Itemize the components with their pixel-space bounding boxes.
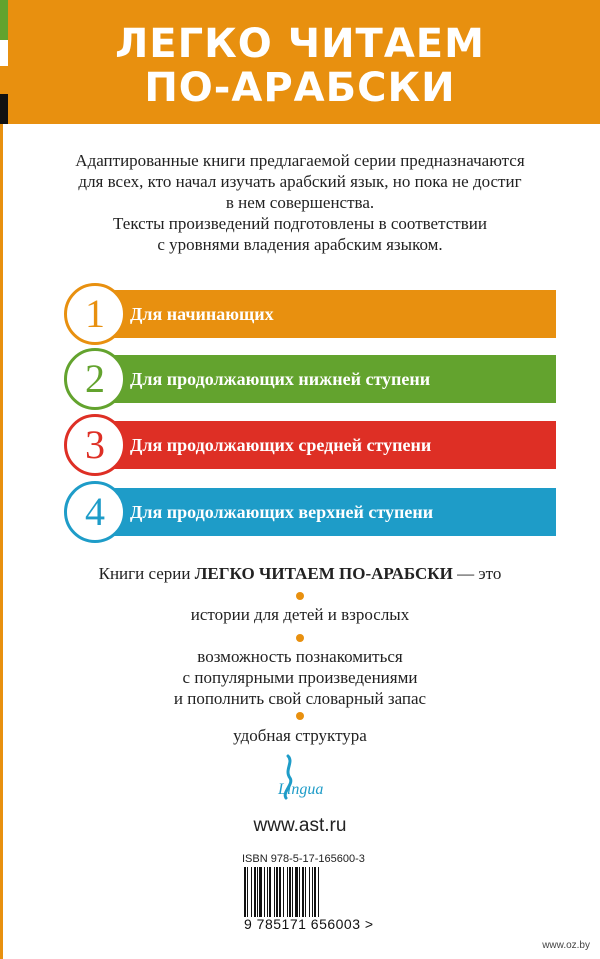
intro-line: в нем совершенства.: [225, 193, 375, 212]
feature-item: [0, 604, 600, 625]
feature-line: возможность познакомиться: [197, 647, 403, 666]
intro-line: для всех, кто начал изучать арабский язык, но пока не достиг: [78, 172, 522, 191]
series-lead: [0, 564, 600, 584]
level-label: Для продолжающих средней ступени: [130, 435, 432, 455]
series-name: ЛЕГКО ЧИТАЕМ ПО-АРАБСКИ: [194, 564, 453, 583]
level-label: Для продолжающих нижней ступени: [130, 369, 431, 389]
lingua-logo: [268, 752, 338, 800]
feature-item: [0, 725, 600, 746]
feature-line: с популярными произведениями: [182, 668, 418, 687]
intro-line: Тексты произведений подготовлены в соответствии: [113, 214, 487, 233]
title-banner: [0, 0, 600, 124]
level-3: [72, 421, 556, 469]
bullet-dot: [296, 634, 304, 642]
intro-text: [40, 150, 560, 255]
feature-item: [0, 646, 600, 709]
level-4: [72, 488, 556, 536]
level-1: [72, 290, 556, 338]
feature-line: и пополнить свой словарный запас: [173, 689, 427, 708]
bullet-dot: [296, 712, 304, 720]
level-number-badge: 2: [64, 348, 126, 410]
level-2: [72, 355, 556, 403]
website[interactable]: www.ast.ru: [253, 815, 347, 836]
feature-line: истории для детей и взрослых: [190, 605, 410, 624]
series-lead-prefix: Книги серии: [98, 564, 195, 583]
watermark: www.oz.by: [542, 940, 590, 951]
barcode-digits: 9 785171 656003 >: [244, 916, 374, 932]
title-line-1: ЛЕГКО ЧИТАЕМ: [115, 21, 485, 67]
level-label: Для продолжающих верхней ступени: [130, 502, 434, 522]
level-number-badge: 4: [64, 481, 126, 543]
logo-text: Lingua: [278, 781, 324, 798]
level-number-badge: 3: [64, 414, 126, 476]
barcode: [244, 867, 348, 917]
title-line-2: ПО-АРАБСКИ: [144, 65, 456, 111]
intro-line: с уровнями владения арабским языком.: [157, 235, 443, 254]
isbn: ISBN 978-5-17-165600-3: [242, 853, 365, 865]
level-label: Для начинающих: [130, 304, 274, 324]
intro-line: Адаптированные книги предлагаемой серии предназначаются: [75, 151, 525, 170]
level-number-badge: 1: [64, 283, 126, 345]
bullet-dot: [296, 592, 304, 600]
book-title: [0, 22, 600, 110]
feature-line: удобная структура: [233, 726, 367, 745]
series-lead-suffix: — это: [452, 564, 502, 583]
